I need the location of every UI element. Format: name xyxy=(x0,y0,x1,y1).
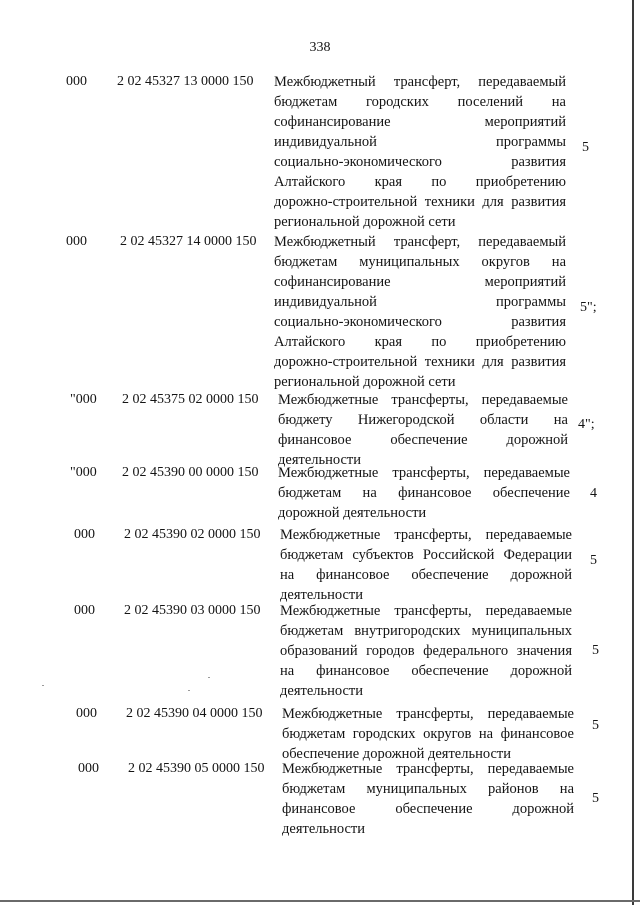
revenue-description xyxy=(282,704,574,764)
description-line: социально-экономического развития xyxy=(274,154,566,170)
description-line: бюджетам на финансовое обеспечение xyxy=(278,485,570,501)
amount-value: 5 xyxy=(592,718,599,733)
description-line: региональной дорожной сети xyxy=(274,214,456,230)
description-line: бюджетам муниципальных районов на xyxy=(282,781,574,797)
description-line: Межбюджетные трансферты, передаваемые xyxy=(282,706,574,722)
revenue-description xyxy=(274,72,566,232)
description-line: Межбюджетные трансферты, передаваемые xyxy=(282,761,574,777)
budget-classification-code: 2 02 45327 13 0000 150 xyxy=(117,74,254,89)
admin-code: 000 xyxy=(74,527,95,542)
description-line: финансовое обеспечение дорожной xyxy=(282,801,574,817)
amount-value: 4"; xyxy=(578,417,595,432)
budget-classification-code: 2 02 45375 02 0000 150 xyxy=(122,392,259,407)
description-line: Межбюджетные трансферты, передаваемые xyxy=(278,465,570,481)
description-line: бюджетам городских поселений на xyxy=(274,94,566,110)
description-line: индивидуальной программы xyxy=(274,134,566,150)
revenue-description xyxy=(282,759,574,839)
description-line: региональной дорожной сети xyxy=(274,374,456,390)
description-line: на финансовое обеспечение дорожной xyxy=(280,567,572,583)
description-line: Межбюджетные трансферты, передаваемые xyxy=(280,527,572,543)
amount-value: 5 xyxy=(592,791,599,806)
description-line: Межбюджетные трансферты, передаваемые xyxy=(280,603,572,619)
description-line: бюджетам субъектов Российской Федерации xyxy=(280,547,572,563)
description-line: дорожно-строительной техники для развития xyxy=(274,194,566,210)
description-line: деятельности xyxy=(278,452,362,468)
amount-value: 5 xyxy=(582,140,589,155)
budget-classification-code: 2 02 45390 02 0000 150 xyxy=(124,527,261,542)
revenue-description xyxy=(278,390,568,470)
budget-classification-code: 2 02 45327 14 0000 150 xyxy=(120,234,257,249)
page-bottom-edge xyxy=(0,900,640,902)
description-line: финансовое обеспечение дорожной xyxy=(278,432,568,448)
page-number: 338 xyxy=(309,40,331,55)
description-line: Алтайского края по приобретению xyxy=(274,174,566,190)
admin-code: 000 xyxy=(66,74,87,89)
amount-value: 5 xyxy=(592,643,599,658)
admin-code: 000 xyxy=(74,603,95,618)
budget-classification-code: 2 02 45390 03 0000 150 xyxy=(124,603,261,618)
description-line: обеспечение дорожной деятельности xyxy=(282,746,511,762)
description-line: на финансовое обеспечение дорожной xyxy=(280,663,572,679)
revenue-description xyxy=(274,232,566,392)
scan-speck xyxy=(188,690,190,691)
description-line: Алтайского края по приобретению xyxy=(274,334,566,350)
admin-code: "000 xyxy=(70,465,97,480)
budget-classification-code: 2 02 45390 04 0000 150 xyxy=(126,706,263,721)
description-line: бюджетам городских округов на финансовое xyxy=(282,726,574,742)
budget-classification-code: 2 02 45390 05 0000 150 xyxy=(128,761,265,776)
description-line: дорожно-строительной техники для развития xyxy=(274,354,566,370)
amount-value: 5"; xyxy=(580,300,597,315)
admin-code: 000 xyxy=(78,761,99,776)
amount-value: 4 xyxy=(590,486,597,501)
scan-speck xyxy=(42,685,44,686)
description-line: Межбюджетный трансферт, передаваемый xyxy=(274,74,566,90)
revenue-description xyxy=(278,463,570,523)
description-line: Межбюджетные трансферты, передаваемые xyxy=(278,392,568,408)
admin-code: 000 xyxy=(76,706,97,721)
description-line: дорожной деятельности xyxy=(278,505,427,521)
description-line: бюджетам муниципальных округов на xyxy=(274,254,566,270)
description-line: деятельности xyxy=(282,821,366,837)
page-right-edge xyxy=(632,0,634,905)
revenue-description xyxy=(280,525,572,605)
revenue-description xyxy=(280,601,572,701)
description-line: индивидуальной программы xyxy=(274,294,566,310)
description-line: Межбюджетный трансферт, передаваемый xyxy=(274,234,566,250)
description-line: деятельности xyxy=(280,587,364,603)
budget-classification-code: 2 02 45390 00 0000 150 xyxy=(122,465,259,480)
description-line: софинансирование мероприятий xyxy=(274,274,566,290)
description-line: социально-экономического развития xyxy=(274,314,566,330)
admin-code: "000 xyxy=(70,392,97,407)
scan-speck xyxy=(208,677,210,678)
description-line: образований городов федерального значения xyxy=(280,643,572,659)
description-line: деятельности xyxy=(280,683,364,699)
description-line: бюджетам внутригородских муниципальных xyxy=(280,623,572,639)
admin-code: 000 xyxy=(66,234,87,249)
amount-value: 5 xyxy=(590,553,597,568)
description-line: софинансирование мероприятий xyxy=(274,114,566,130)
description-line: бюджету Нижегородской области на xyxy=(278,412,568,428)
